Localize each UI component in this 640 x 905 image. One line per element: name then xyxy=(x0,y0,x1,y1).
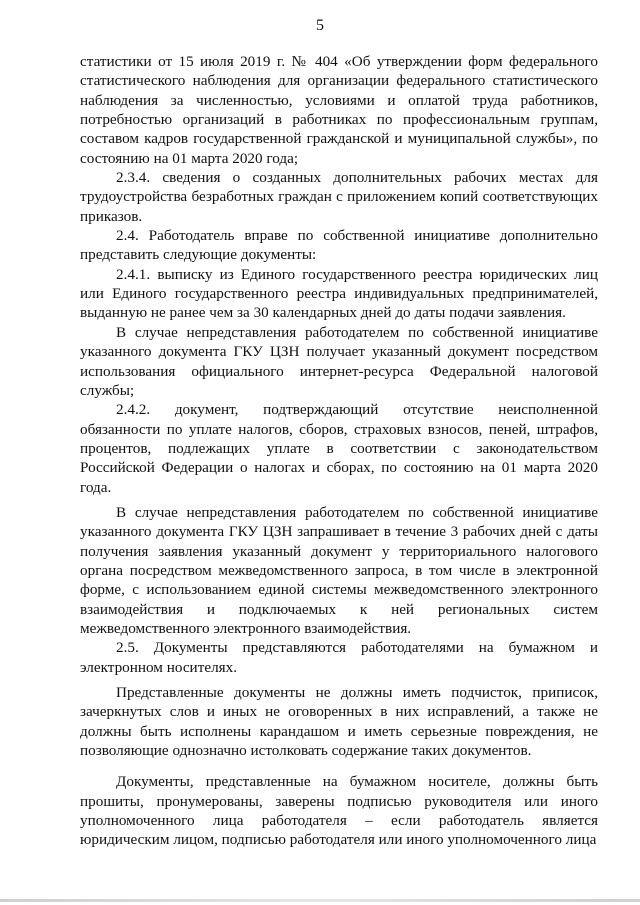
paragraph-paper-documents: Документы, представленные на бумажном носителе, должны быть прошиты, пронумерованы, заверены подписью руководителя или иного уполномоченного лица работодателя – если работодатель является юридическим лицом, подписью работодателя или иного уполномоченного лица xyxy=(80,773,598,849)
paragraph-2-4-2: 2.4.2. документ, подтверждающий отсутствие неисполненной обязанности по уплате налогов, сборов, страховых взносов, пеней, штрафов, процентов, подлежащих уплате в соответствии с законодательством Российской Федерации о налогах и сборах, по состоянию на 01 марта 2020 года. xyxy=(80,401,598,496)
paragraph-2-5: 2.5. Документы представляются работодателями на бумажном и электронном носителях. xyxy=(80,639,598,676)
page-bottom-edge xyxy=(0,899,640,902)
document-body xyxy=(80,52,598,850)
paragraph-2-4-1: 2.4.1. выписку из Единого государственного реестра юридических лиц или Единого государственного реестра индивидуальных предпринимателей, выданную не ранее чем за 30 календарных дней до даты подачи заявления. xyxy=(80,265,598,322)
paragraph-egrul-non-submission: В случае непредставления работодателем по собственной инициативе указанного документа ГКУ ЦЗН получает указанный документ посредством использования официального интернет-ресурса Федеральной налоговой службы; xyxy=(80,323,598,399)
page-number: 5 xyxy=(316,17,324,34)
paragraph-document-requirements: Представленные документы не должны иметь подчисток, приписок, зачеркнутых слов и иных не оговоренных в них исправлений, а также не должны быть исполнены карандашом и иметь серьезные повреждения, не позволяющие однозначно истолковать содержание таких документов. xyxy=(80,684,598,760)
paragraph-2-3-4: 2.3.4. сведения о созданных дополнительных рабочих местах для трудоустройства безработных граждан с приложением копий соответствующих приказов. xyxy=(80,169,598,225)
paragraph-tax-non-submission: В случае непредставления работодателем по собственной инициативе указанного документа ГКУ ЦЗН запрашивает в течение 3 рабочих дней с даты получения заявления указанный документ у территориального налогового органа посредством межведомственного запроса, в том числе в электронной форме, с использованием единой системы межведомственного электронного взаимодействия и подключаемых к ней региональных систем межведомственного электронного взаимодействия. xyxy=(80,503,598,637)
paragraph-statistics-continuation: статистики от 15 июля 2019 г. № 404 «Об утверждении форм федерального статистического наблюдения для организации федерального статистического наблюдения за численностью, условиями и оплатой труда работников, потребностью организаций в работниках по профессиональным группам, составом кадров государственной гражданской и муниципальной службы», по состоянию на 01 марта 2020 года; xyxy=(80,53,598,167)
paragraph-2-4: 2.4. Работодатель вправе по собственной инициативе дополнительно представить следующие документы: xyxy=(80,227,598,264)
